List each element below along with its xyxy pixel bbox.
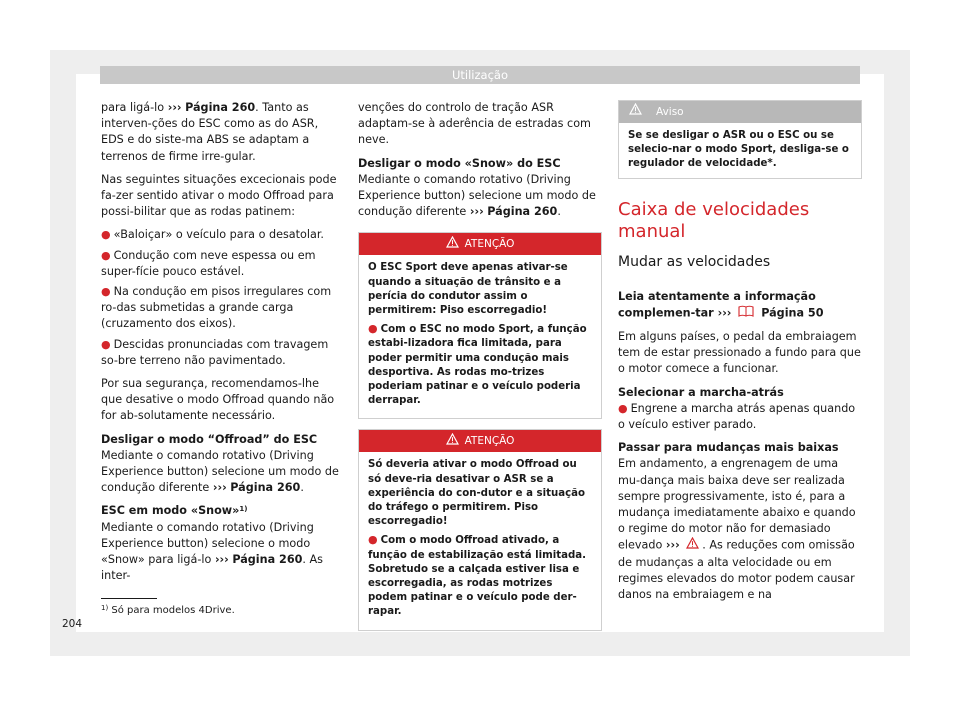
subheading: ESC em modo «Snow»$^{1)}$ bbox=[101, 504, 248, 518]
list-item: ● Na condução em pisos irregulares com ro-das submetidas a grande carga (cruzamento dos eixos). bbox=[101, 285, 332, 331]
column-1 bbox=[101, 100, 343, 591]
warning-body: Só deveria ativar o modo Offroad ou só deve-ria desativar o ASR se a experiência do con-dutor e a situação do tráfego o permitirem. Piso escorregadio! ● Com o modo Offroad ativado, a função de estabilização está limitada. Sobretudo se a calçada estiver lisa e escorregadia, as rodas motrizes podem patinar e o veículo pode der-rapar. bbox=[359, 452, 601, 629]
cross-ref-arrow: ››› bbox=[167, 101, 182, 114]
cross-ref-arrow: ››› bbox=[469, 205, 484, 219]
page-number: 204 bbox=[62, 618, 83, 630]
warning-box bbox=[358, 429, 602, 630]
bullet-dot-icon: ● bbox=[368, 322, 378, 336]
notice-body: Se se desligar o ASR ou o ESC ou se selecio-nar o modo Sport, desliga-se o regulador de velocidade*. bbox=[628, 130, 849, 170]
bullet-dot-icon: ● bbox=[368, 533, 378, 547]
cross-ref-arrow: ››› bbox=[214, 553, 229, 567]
paragraph: Nas seguintes situações excecionais pode fa-zer sentido ativar o modo Offroad para possi-bilitar que as rodas patinem: bbox=[101, 172, 337, 219]
notice-header bbox=[619, 101, 861, 123]
notice-box bbox=[618, 100, 862, 179]
header-title: Utilização bbox=[451, 68, 508, 82]
page-reference-link[interactable]: Página 50 bbox=[761, 306, 824, 320]
warning-header bbox=[359, 233, 601, 255]
list-item: ● Com o modo Offroad ativado, a função de estabilização está limitada. Sobretudo se a calçada estiver lisa e escorregadia, as rodas motrizes podem patinar e o veículo pode der-rapar. bbox=[368, 533, 587, 618]
subheading: Selecionar a marcha-atrás bbox=[618, 385, 784, 399]
notice-title: Aviso bbox=[656, 105, 684, 118]
info-triangle-icon bbox=[629, 103, 642, 120]
page-reference-link[interactable]: Página 260 bbox=[232, 553, 303, 567]
subsection-title: Mudar as velocidades bbox=[618, 253, 771, 270]
cross-ref-arrow: ››› bbox=[717, 306, 732, 320]
footnote: $^{1)}$ Só para modelos 4Drive. bbox=[101, 604, 235, 616]
book-icon bbox=[738, 305, 754, 322]
page-reference-link[interactable]: Página 260 bbox=[185, 101, 256, 114]
footnote-divider bbox=[101, 598, 157, 599]
warning-triangle-icon[interactable] bbox=[686, 537, 699, 554]
list-item: ● «Baloiçar» o veículo para o desatolar. bbox=[101, 228, 324, 242]
section-title: Caixa de velocidades manual bbox=[618, 198, 810, 242]
paragraph: Em andamento, a engrenagem de uma mu-dança mais baixa deve ser realizada sempre progressivamente, isto é, para a mudança imediatamente abaixo e quando o regime do motor não for demasiado elevado ››› . As reduções com omissão de mudanças a alta velocidade ou em regimes elevados do motor podem causar danos na embraiagem e na bbox=[618, 457, 856, 602]
subheading: Desligar o modo “Offroad” do ESC bbox=[101, 432, 318, 446]
subheading: Desligar o modo «Snow» do ESC bbox=[358, 156, 561, 170]
footnote-marker: 1) bbox=[101, 604, 109, 612]
column-2 bbox=[358, 100, 602, 641]
subheading: Passar para mudanças mais baixas bbox=[618, 441, 839, 455]
list-item: ● Descidas pronunciadas com travagem so-bre terreno não pavimentado. bbox=[101, 337, 329, 367]
list-item: ● Condução com neve espessa ou em super-fície pouco estável. bbox=[101, 248, 316, 278]
bullet-dot-icon: ● bbox=[101, 248, 111, 262]
warning-triangle-icon bbox=[446, 433, 459, 450]
bullet-dot-icon: ● bbox=[101, 337, 111, 351]
paragraph: venções do controlo de tração ASR adaptam-se à aderência de estradas com neve. bbox=[358, 101, 591, 147]
paragraph: Mediante o comando rotativo (Driving Experience button) selecione um modo de condução diferente ››› Página 260. bbox=[358, 172, 596, 219]
list-item: ● Com o ESC no modo Sport, a função estabi-lizadora fica limitada, para poder permitir uma condução mais desportiva. As rodas mo-trizes poderiam patinar e o veículo poderia derrapar. bbox=[368, 322, 587, 407]
paragraph: Mediante o comando rotativo (Driving Experience button) selecione o modo «Snow» para ligá-lo ››› Página 260. As inter- bbox=[101, 520, 324, 583]
cross-ref-arrow: ››› bbox=[665, 539, 680, 553]
page-reference-link[interactable]: Página 260 bbox=[230, 481, 301, 495]
paragraph: Por sua segurança, recomendamos-lhe que desative o modo Offroad quando não for ab-solutamente necessário. bbox=[101, 377, 335, 423]
bullet-dot-icon: ● bbox=[101, 228, 111, 242]
bullet-dot-icon: ● bbox=[618, 401, 628, 415]
column-3 bbox=[618, 100, 862, 610]
warning-triangle-icon bbox=[446, 236, 459, 253]
list-item: ● Engrene a marcha atrás apenas quando o veículo estiver parado. bbox=[618, 401, 856, 432]
footnote-marker: 1) bbox=[239, 505, 248, 514]
warning-title: ATENÇÃO bbox=[464, 238, 515, 251]
paragraph: Em alguns países, o pedal da embraiagem tem de estar pressionado a fundo para que o motor comece a funcionar. bbox=[618, 330, 861, 376]
cross-ref-arrow: ››› bbox=[212, 481, 227, 495]
page-reference-link[interactable]: Página 260 bbox=[487, 205, 558, 219]
paragraph: para ligá-lo ››› Página 260. Tanto as interven-ções do ESC como as do ASR, EDS e do siste-ma ABS se adaptam a terrenos de firme irre-gular. bbox=[101, 101, 319, 163]
warning-box bbox=[358, 232, 602, 419]
warning-title: ATENÇÃO bbox=[464, 435, 515, 448]
paragraph: Mediante o comando rotativo (Driving Experience button) selecione um modo de condução diferente ››› Página 260. bbox=[101, 448, 339, 495]
intro-note: Leia atentamente a informação complemen-tar ››› Página 50 bbox=[618, 289, 862, 322]
warning-header bbox=[359, 430, 601, 452]
page-header bbox=[100, 66, 860, 84]
warning-body: O ESC Sport deve apenas ativar-se quando a situação de trânsito e a perícia do condutor assim o permitirem: Piso escorregadio! ● Com o ESC no modo Sport, a função estabi-lizadora fica limitada, para poder permitir uma condução mais desportiva. As rodas mo-trizes poderiam patinar e o veículo poderia derrapar. bbox=[359, 255, 601, 418]
bullet-dot-icon: ● bbox=[101, 285, 111, 299]
